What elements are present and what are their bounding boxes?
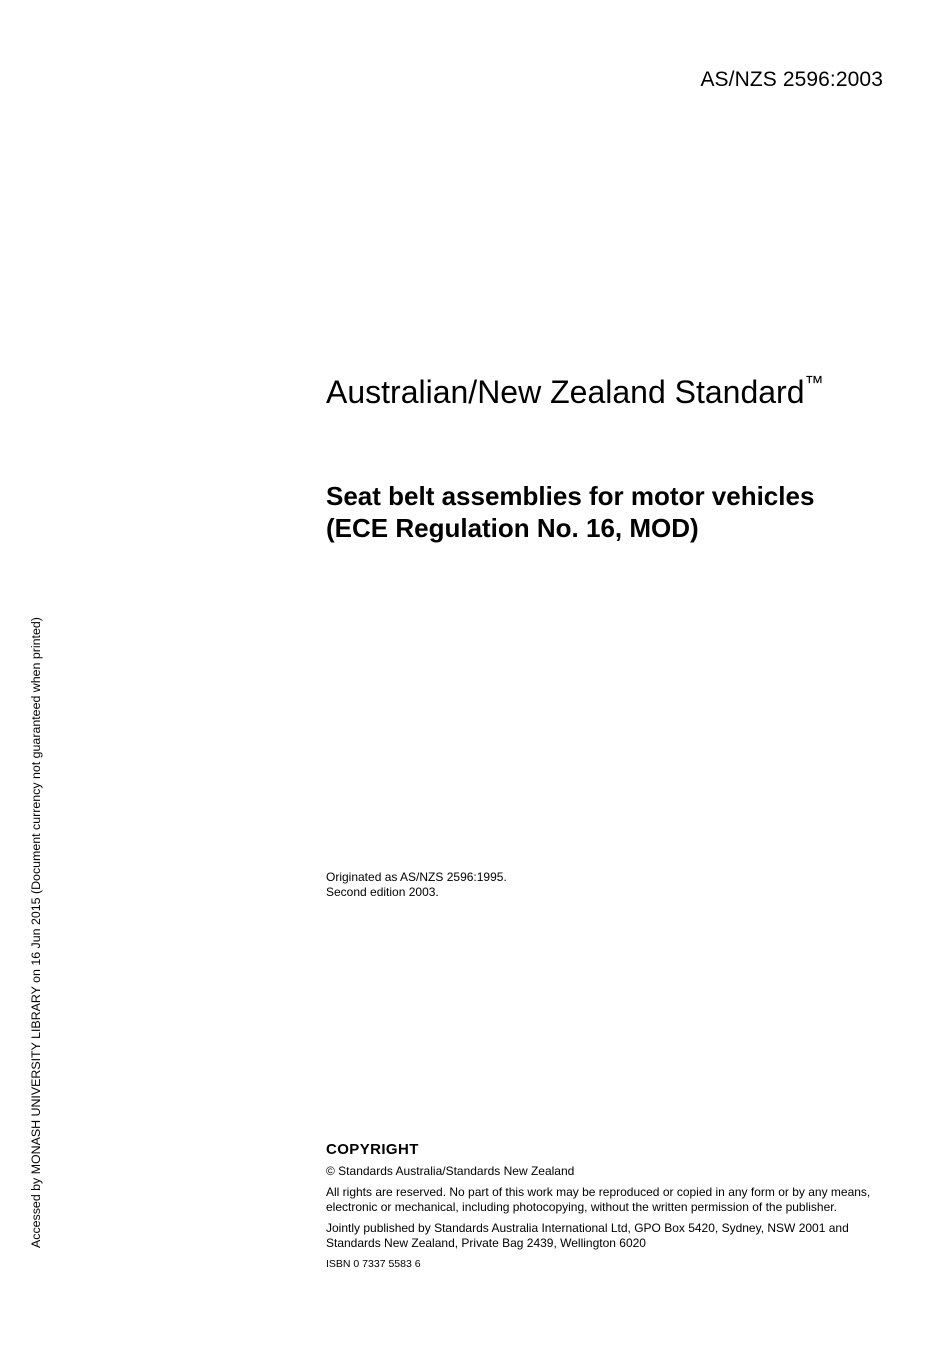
isbn: ISBN 0 7337 5583 6 bbox=[326, 1258, 421, 1270]
trademark-symbol: ™ bbox=[804, 373, 824, 394]
origin-line: Originated as AS/NZS 2596:1995. bbox=[326, 870, 507, 884]
rights-statement: All rights are reserved. No part of this work may be reproduced or copied in any form or by any means, electronic or mechanical, including photocopying, without the written permission of the publisher. bbox=[326, 1185, 871, 1214]
publisher-statement: Jointly published by Standards Australia International Ltd, GPO Box 5420, Sydney, NSW 2001 and Standards New Zealand, Private Bag 2439, Wellington 6020 bbox=[326, 1221, 849, 1250]
copyright-section bbox=[326, 1142, 886, 1278]
document-title bbox=[326, 480, 906, 544]
document-number: AS/NZS 2596:2003 bbox=[700, 68, 883, 91]
document-title-line-1: Seat belt assemblies for motor vehicles bbox=[326, 481, 815, 511]
standard-type-text: Australian/New Zealand Standard bbox=[326, 374, 805, 410]
edition-line: Second edition 2003. bbox=[326, 885, 439, 899]
standard-type-heading bbox=[326, 373, 824, 411]
edition-info bbox=[326, 870, 507, 900]
copyright-heading: COPYRIGHT bbox=[326, 1141, 419, 1158]
document-title-line-2: (ECE Regulation No. 16, MOD) bbox=[326, 513, 699, 543]
access-watermark: Accessed by MONASH UNIVERSITY LIBRARY on 16 Jun 2015 (Document currency not guaranteed when printed) bbox=[29, 617, 43, 1248]
copyright-holder: © Standards Australia/Standards New Zealand bbox=[326, 1164, 575, 1178]
